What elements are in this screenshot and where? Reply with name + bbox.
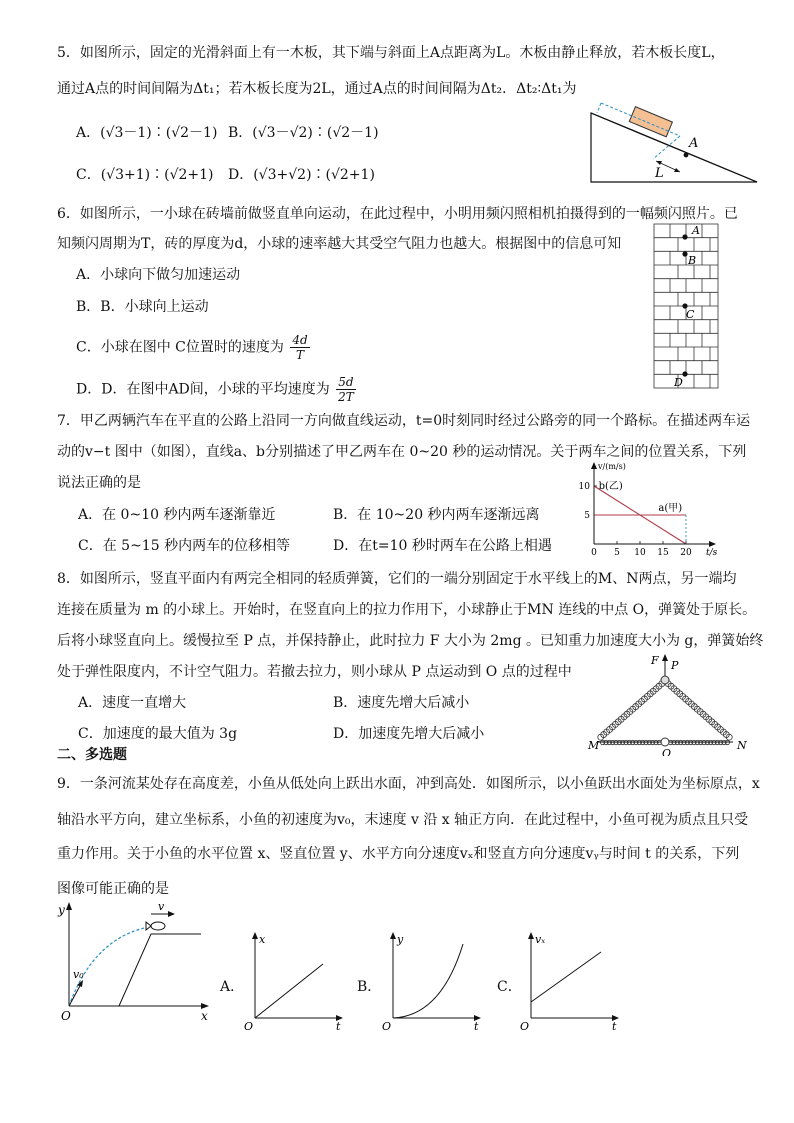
q6-option-a[interactable]: A．小球向下做匀加速运动 xyxy=(76,267,241,283)
q5-stem-line2: 通过A点的时间间隔为Δt₁；若木板长度为2L，通过A点的时间间隔为Δt₂．Δt₂∶Δt₁为 xyxy=(57,81,577,97)
graph-line xyxy=(255,964,323,1018)
ball-position-a xyxy=(682,234,687,239)
q9-option-a-graph[interactable] xyxy=(243,928,348,1032)
label-o: O xyxy=(662,747,672,756)
wooden-board xyxy=(629,107,672,137)
q9-option-c-label[interactable]: C． xyxy=(497,979,522,995)
q7-option-a[interactable]: A．在 0~10 秒内两车逐渐靠近 xyxy=(78,507,276,523)
y-axis-label: v/(m/s) xyxy=(598,462,626,471)
x-tick-label: 10 xyxy=(634,548,646,558)
point-a-marker xyxy=(684,153,689,158)
q8-option-d[interactable]: D．加速度先增大后减小 xyxy=(333,726,485,742)
q7-option-c[interactable]: C．在 5~15 秒内两车的位移相等 xyxy=(78,538,291,554)
label-f: F xyxy=(651,654,659,667)
q8-stem-line4: 处于弹性限度内，不计空气阻力。若撤去拉力，则小球从 P 点运动到 O 点的过程中 xyxy=(57,664,572,680)
q6-option-b[interactable]: B．B．小球向上运动 xyxy=(76,299,209,315)
q6-option-c-denominator: T xyxy=(295,348,304,362)
x-axis-label: t xyxy=(336,1020,341,1032)
label-m: M xyxy=(588,739,600,752)
q9-stem-line3: 重力作用。关于小鱼的水平位置 x、竖直位置 y、水平方向分速度vₓ和竖直方向分速度vᵧ与时间 t 的关系，下列 xyxy=(57,846,740,862)
q7-option-b[interactable]: B．在 10~20 秒内两车逐渐远离 xyxy=(333,507,540,523)
q5-option-c[interactable]: C．(√3+1)∶(√2+1) xyxy=(76,167,214,183)
board-top-dashed xyxy=(601,103,680,136)
q7-stem-line2: 动的v−t 图中（如图），直线a、b分别描述了甲乙两车在 0~20 秒的运动情况。关于两车之间的位置关系，下列 xyxy=(57,444,747,460)
label-b: B xyxy=(688,254,697,267)
label-c: C xyxy=(686,308,695,321)
fish-icon xyxy=(151,922,165,930)
q6-option-d-text: D．D．在图中AD间，小球的平均速度为 xyxy=(76,381,330,398)
q8-option-b[interactable]: B．速度先增大后减小 xyxy=(333,695,470,711)
y-axis-label: x xyxy=(259,933,266,946)
spring-coils xyxy=(598,681,732,745)
q5-option-b[interactable]: B．(√3－√2)∶(√2－1) xyxy=(228,125,379,141)
q9-stem-line1: 9．一条河流某处存在高度差，小鱼从低处向上跃出水面，冲到高处．如图所示，以小鱼跃出水面处为坐标原点，x xyxy=(57,776,760,792)
y-tick-label: 10 xyxy=(578,482,590,492)
origin-label: O xyxy=(382,1020,392,1032)
q5-stem-line1: 5．如图所示，固定的光滑斜面上有一木板，其下端与斜面上A点距离为L。木板由静止释放，若木板长度L， xyxy=(57,45,725,61)
q8-stem-line2: 连接在质量为 m 的小球上。开始时，在竖直向上的拉力作用下，小球静止于MN 连线的中点 O，弹簧处于原长。 xyxy=(57,602,757,618)
q6-option-c-numerator: 4d xyxy=(292,333,308,347)
x-tick-label: 0 xyxy=(591,548,597,558)
section-multiple-choice-heading: 二、多选题 xyxy=(57,747,127,763)
y-axis-label: vₓ xyxy=(535,933,546,946)
q9-option-a-label[interactable]: A． xyxy=(220,979,245,995)
v0-arrow xyxy=(69,984,81,1006)
ball-position-d xyxy=(682,371,687,376)
x-axis-label: t xyxy=(612,1020,617,1032)
q9-option-c-graph[interactable] xyxy=(519,928,624,1032)
riverbank-step xyxy=(119,934,201,1006)
trajectory-curve xyxy=(69,926,155,1006)
label-x: x xyxy=(201,1009,208,1023)
graph-curve xyxy=(393,944,463,1018)
q6-stem-line1: 6．如图所示，一小球在砖墙前做竖直单向运动，在此过程中，小明用频闪照相机拍摄得到的一幅频闪照片。已 xyxy=(57,206,738,222)
label-a: A xyxy=(692,224,700,237)
q7-stem-line3: 说法正确的是 xyxy=(57,475,141,491)
label-d: D xyxy=(674,376,683,389)
series-a-label: a(甲) xyxy=(658,503,683,514)
label-n: N xyxy=(737,739,747,752)
q6-option-c[interactable] xyxy=(76,333,310,362)
label-v0: v₀ xyxy=(73,968,84,981)
label-v: v xyxy=(158,900,165,913)
q6-option-c-text: C．小球在图中 C位置时的速度为 xyxy=(76,339,284,356)
origin-label: O xyxy=(244,1020,254,1032)
chart-ticks xyxy=(579,482,692,558)
q9-stem-line4: 图像可能正确的是 xyxy=(57,881,169,897)
x-axis-label: t/s xyxy=(706,548,718,558)
q9-fish-trajectory-figure xyxy=(55,898,215,1023)
q8-stem-line1: 8．如图所示，竖直平面内有两完全相同的轻质弹簧，它们的一端分别固定于水平线上的M、N两点，另一端均 xyxy=(57,571,737,587)
ball-at-o xyxy=(661,738,669,746)
q6-stem-line2: 知频闪周期为T，砖的厚度为d，小球的速率越大其受空气阻力也越大。根据图中的信息可知 xyxy=(57,236,622,252)
q6-brick-wall-figure xyxy=(650,222,722,390)
x-axis-label: t xyxy=(474,1020,479,1032)
q8-option-a[interactable]: A．速度一直增大 xyxy=(78,695,187,711)
x-tick-label: 5 xyxy=(614,548,620,558)
q8-spring-figure xyxy=(585,650,755,756)
q7-stem-line1: 7．甲乙两辆汽车在平直的公路上沿同一方向做直线运动，t=0时刻同时经过公路旁的同一个路标。在描述两车运 xyxy=(57,413,751,429)
q6-option-d[interactable] xyxy=(76,375,356,404)
label-p: P xyxy=(671,659,679,672)
q7-vt-chart xyxy=(572,458,732,558)
label-origin: O xyxy=(61,1009,71,1023)
q5-incline-figure xyxy=(585,95,765,187)
y-axis-label: y xyxy=(397,933,404,946)
q9-option-b-graph[interactable] xyxy=(381,928,486,1032)
x-tick-label: 20 xyxy=(680,548,692,558)
q8-stem-line3: 后将小球竖直向上。缓慢拉至 P 点，并保持静止，此时拉力 F 大小为 2mg 。已知重力加速度大小为 g，弹簧始终 xyxy=(57,633,764,649)
q6-option-d-fraction xyxy=(336,375,355,404)
series-b-label: b(乙) xyxy=(598,481,623,492)
q7-option-d[interactable]: D．在t=10 秒时两车在公路上相遇 xyxy=(333,538,552,554)
q5-option-d[interactable]: D．(√3+√2)∶(√2+1) xyxy=(228,167,375,183)
chart-series xyxy=(594,480,686,544)
x-tick-label: 15 xyxy=(657,548,669,558)
label-a: A xyxy=(689,136,699,151)
label-l: L xyxy=(655,166,664,181)
q9-option-b-label[interactable]: B． xyxy=(357,979,382,995)
q5-option-a[interactable]: A．(√3－1)∶(√2－1) xyxy=(76,125,218,141)
chart-axes xyxy=(591,462,718,558)
q6-option-c-fraction xyxy=(290,333,309,362)
origin-label: O xyxy=(520,1020,530,1032)
graph-line xyxy=(531,952,601,1002)
label-y: y xyxy=(58,903,65,917)
q8-option-c[interactable]: C．加速度的最大值为 3g xyxy=(78,726,238,742)
q9-stem-line2: 轴沿水平方向，建立坐标系，小鱼的初速度为v₀，末速度 v 沿 x 轴正方向．在此过程中，小鱼可视为质点且只受 xyxy=(57,812,749,828)
q6-option-d-numerator: 5d xyxy=(338,375,354,389)
q6-option-d-denominator: 2T xyxy=(338,390,354,404)
y-tick-label: 5 xyxy=(584,511,590,521)
ball-at-p xyxy=(661,676,669,684)
ball-position-b xyxy=(682,251,687,256)
